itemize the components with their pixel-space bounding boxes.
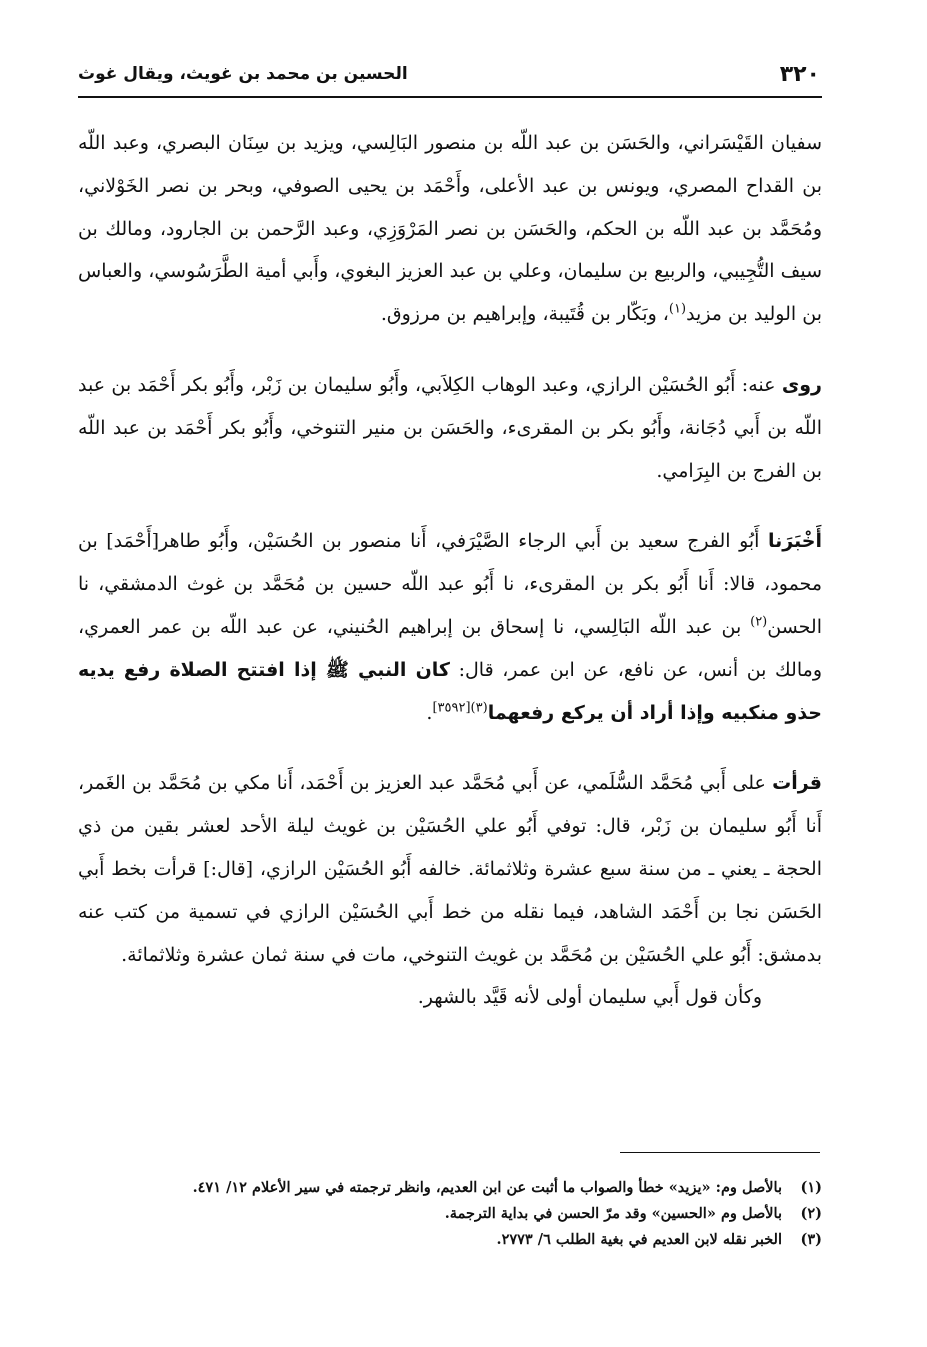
footnote-rule bbox=[620, 1152, 820, 1153]
paragraph-text: عنه: أَبُو الحُسَيْن الرازي، وعبد الوهاب الكِلاَبي، وأَبُو سليمان بن زَبْر، وأَبُو بكر أَحْمَد بن عبد اللّه بن أَبي دُجَانة، وأَبُو بكر بن المقرىء، والحَسَن بن منير التنوخي، وأَبُو بكر أَحْمَد بن عبد اللّه بن الفرج بن البِرَامي. bbox=[78, 373, 822, 482]
paragraph-death bbox=[78, 762, 822, 976]
running-title: الحسين بن محمد بن غويث، ويقال غوث bbox=[78, 64, 408, 84]
footnote-text: الخبر نقله لابن العديم في بغية الطلب ٦/ ٢٧٧٣. bbox=[496, 1231, 782, 1248]
paragraph-text-end: . bbox=[426, 701, 433, 724]
paragraph-text: على أَبي مُحَمَّد السُّلَمي، عن أَبي مُحَمَّد عبد العزيز بن أَحْمَد، أَنا مكي بن مُحَمَّد بن الغَمر، أَنا أَبُو سليمان بن زَبْر، قال: توفي أَبُو علي الحُسَيْن بن غويث ليلة الأحد لعشر بقين من ذي الحجة ـ يعني ـ من سنة سبع عشرة وثلاثمائة. خالفه أَبُو الحُسَيْن الرازي، [قال:] قرأت بخط أَبي الحَسَن نجا بن أَحْمَد الشاهد، فيما نقله من خط أَبي الحُسَيْن الرازي في تسمية من كتب عنه بدمشق: أَبُو علي الحُسَيْن بن مُحَمَّد بن غويث التنوخي، مات في سنة ثمان عشرة وثلاثمائة. bbox=[78, 772, 822, 966]
hadith-text: كان النبي ﷺ إذا افتتح الصلاة رفع يديه حذو منكبيه وإذا أراد أن يركع رفعهما bbox=[78, 658, 822, 724]
footnotes bbox=[78, 1175, 822, 1253]
paragraph-hadith bbox=[78, 520, 822, 734]
footnote-text: بالأصل وم: «يزيد» خطأ والصواب ما أثبت عن ابن العديم، وانظر ترجمته في سير الأعلام ١٢/ ٤٧١. bbox=[192, 1179, 782, 1196]
paragraph-text: بن عبد اللّه البَالِسي، نا إسحاق بن إبراهيم الحُنيني، عن عبد اللّه بن عمر العمري، ومالك بن أنس، عن نافع، عن ابن عمر، قال: bbox=[78, 615, 822, 681]
header-rule bbox=[78, 96, 822, 98]
main-text bbox=[78, 122, 822, 1019]
footnote-item bbox=[78, 1227, 822, 1253]
paragraph-students bbox=[78, 364, 822, 492]
footnote-ref-3: (٣)[٣٥٩٢] bbox=[432, 700, 488, 716]
footnote-ref-1: (١) bbox=[668, 301, 687, 317]
paragraph-lead-word: روى bbox=[781, 373, 822, 396]
paragraph-lead-word: قرأت bbox=[772, 772, 822, 795]
paragraph-lead-word: أَخْبَرَنا bbox=[767, 530, 822, 553]
footnote-number: (١) bbox=[800, 1179, 822, 1196]
footnote-text: بالأصل وم «الحسين» وقد مرّ الحسن في بداية الترجمة. bbox=[444, 1205, 782, 1222]
paragraph-teachers bbox=[78, 122, 822, 336]
paragraph-text: أَبُو الفرج سعيد بن أَبي الرجاء الصَّيْرَفي، أَنا منصور بن الحُسَيْن، وأَبُو طاهر[أَحْمَد] بن محمود، قالا: أَنا أَبُو بكر بن المقرىء، نا أَبُو عبد اللّه حسين بن مُحَمَّد بن غوث الدمشقي، نا الحسن bbox=[78, 530, 822, 638]
paragraph-text-end: ، وبَكّار بن قُتَيبة، وإبراهيم بن مرزوق. bbox=[380, 303, 669, 326]
footnote-item bbox=[78, 1175, 822, 1201]
page-header bbox=[78, 58, 820, 98]
footnote-ref-2: (٢) bbox=[750, 614, 768, 630]
page-number: ٣٢٠ bbox=[779, 62, 820, 87]
footnote-number: (٣) bbox=[800, 1231, 822, 1248]
paragraph-conclusion: وكأن قول أَبي سليمان أولى لأنه قَيَّد بالشهر. bbox=[417, 986, 762, 1009]
footnote-item bbox=[78, 1201, 822, 1227]
paragraph-text: سفيان القَيْسَراني، والحَسَن بن عبد اللّه بن منصور البَالِسي، ويزيد بن سِنَان البصري، وعبد اللّه بن القداح المصري، ويونس بن عبد الأعلى، وأَحْمَد بن يحيى الصوفي، وبحر بن نصر الخَوْلاني، ومُحَمَّد بن عبد اللّه بن الحكم، والحَسَن بن نصر المَرْوَزِي، وعبد الرَّحمن بن الجارود، ومالك بن سيف التُّجِيبي، والربيع بن سليمان، وعلي بن عبد العزيز البغوي، وأَبي أمية الطَّرَسُوسي، والعباس بن الوليد بن مزيد bbox=[78, 132, 822, 326]
footnote-number: (٢) bbox=[800, 1205, 822, 1222]
